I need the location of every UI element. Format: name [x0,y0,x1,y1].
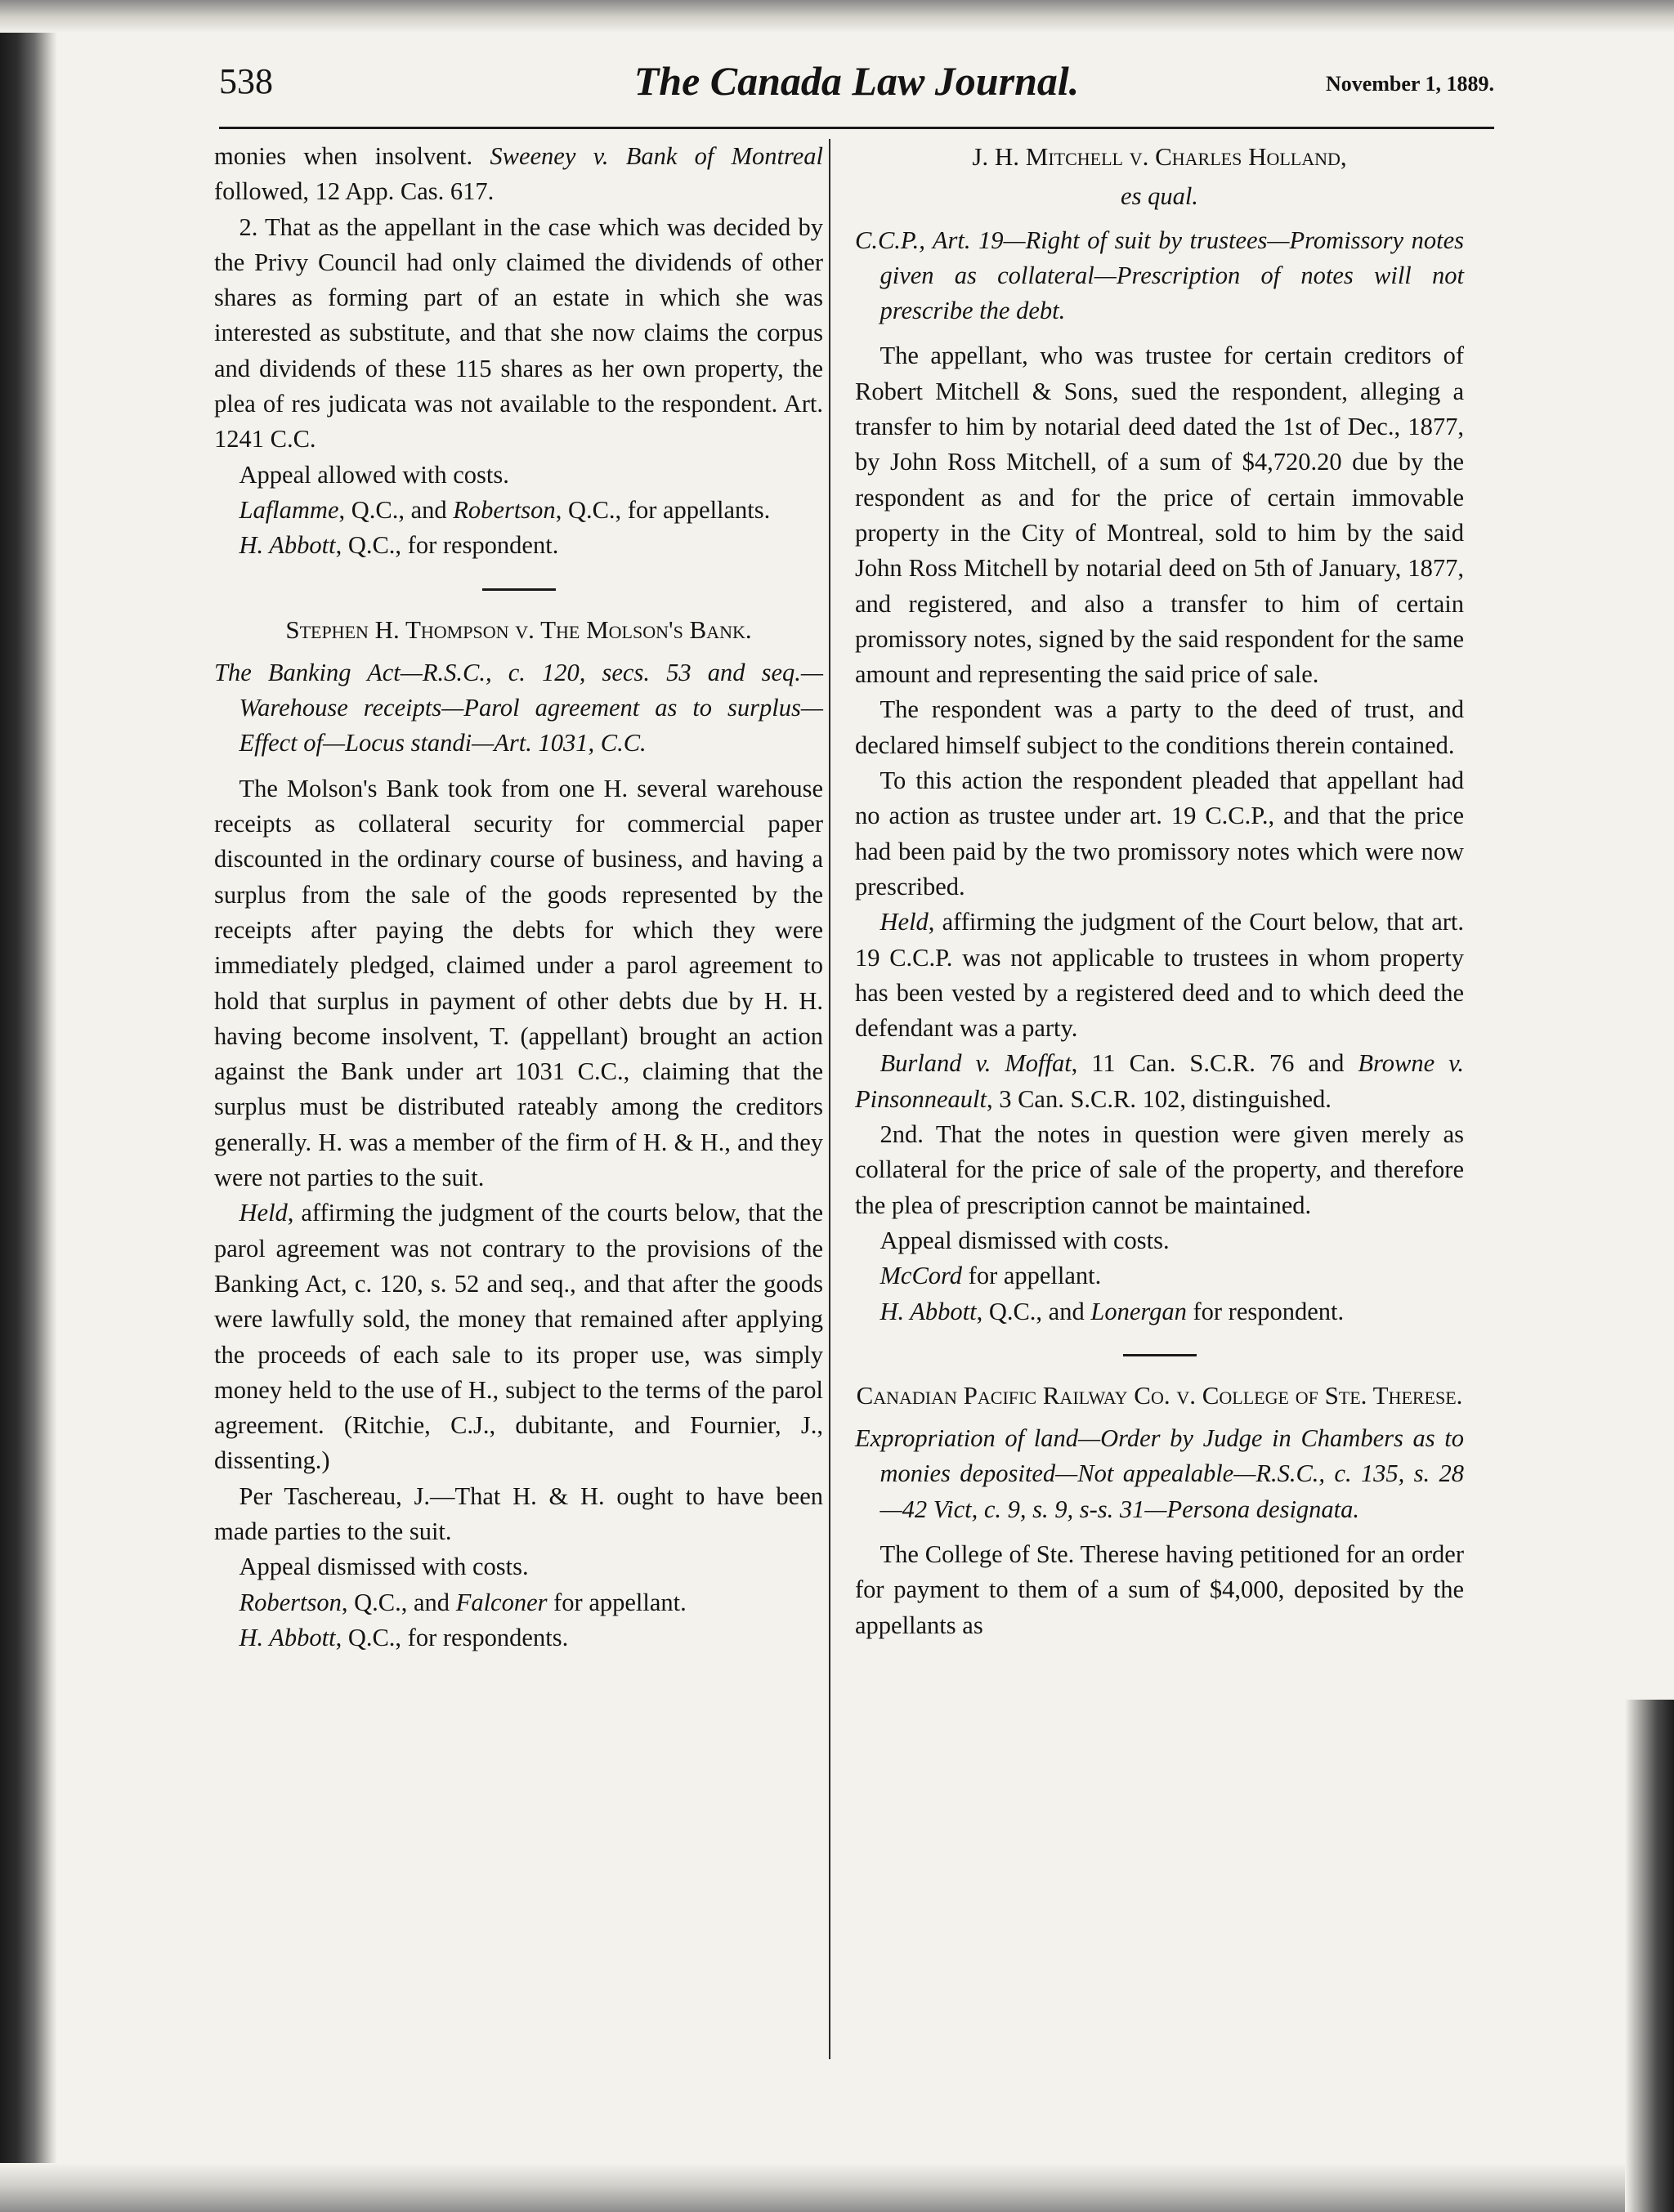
paragraph: The College of Ste. Therese having petitioned for an order for payment to them of a sum of $4,000, deposited by the appellants as [855,1539,1464,1639]
scan-top-edge [0,0,1674,33]
paragraph: Held, affirming the judgment of the courts below, that the parol agreement was not contrary to the provisions of the Banking Act, c. 120, s. 52 and seq., and that after the goods were lawfully sold, the money that remained after applying the proceeds of each sale to its proper use, was simply money held to the use of H., subject to the terms of the parol agreement. (Ritchie, C.J., dubitante, and Fournier, J., dissenting.) [214,1199,823,1475]
counsel-line: H. Abbott, Q.C., for respondent. [239,531,559,560]
paragraph: Burland v. Moffat, 11 Can. S.C.R. 76 and Browne v. Pinsonneault, 3 Can. S.C.R. 102, distinguished. [855,1049,1465,1113]
case-headnote: The Banking Act—R.S.C., c. 120, secs. 53 and seq.—Warehouse receipts—Parol agreement as to surplus—Effect of—Locus standi—Art. 1031, C.C. [214,658,823,757]
header-rule [219,127,1494,129]
counsel-line: McCord for appellant. [880,1262,1102,1290]
section-divider [482,588,556,591]
right-column [855,139,1464,1643]
page-header [219,57,1494,114]
case-title: J. H. Mitchell v. Charles Holland, [972,142,1347,171]
counsel-line: Robertson, Q.C., and Falconer for appellant. [239,1588,687,1616]
case-qualifier: es qual. [1121,182,1198,211]
column-divider [829,139,830,2059]
paragraph: Appeal dismissed with costs. [880,1226,1170,1254]
paragraph: Appeal dismissed with costs. [239,1553,529,1581]
issue-date: November 1, 1889. [1325,72,1494,96]
counsel-line: H. Abbott, Q.C., and Lonergan for respondent. [880,1297,1345,1325]
counsel-line: Laflamme, Q.C., and Robertson, Q.C., for appellants. [239,495,771,524]
scan-left-edge [0,0,57,2212]
paragraph: Held, affirming the judgment of the Court below, that art. 19 C.C.P. was not applicable to trustees in whom property has been vested by a registered deed and to which deed the defendant was a party. [855,908,1464,1043]
counsel-line: H. Abbott, Q.C., for respondents. [239,1623,569,1651]
paragraph: The respondent was a party to the deed of trust, and declared himself subject to the conditions therein contained. [855,695,1464,759]
section-divider [1123,1354,1197,1356]
left-column [214,139,823,1656]
case-title: Stephen H. Thompson v. The Molson's Bank. [285,614,752,644]
scan-right-edge [1625,1700,1674,2212]
paragraph: To this action the respondent pleaded that appellant had no action as trustee under art. 19 C.C.P., and that the price had been paid by the two promissory notes which were now prescribed. [855,766,1464,900]
paragraph: 2nd. That the notes in question were given merely as collateral for the price of sale of the property, and therefore the plea of prescription cannot be maintained. [855,1120,1464,1219]
paragraph: The appellant, who was trustee for certain creditors of Robert Mitchell & Sons, sued the respondent, alleging a transfer to him by notarial deed dated the 1st of Dec., 1877, by John Ross Mitchell, of a sum of $4,720.20 due by the respondent as and for the price of certain immovable property in the City of Montreal, sold to him by the said John Ross Mitchell by notarial deed on 5th of January, 1877, and registered, and also a transfer to him of certain promissory notes, signed by the said respondent for the same amount and representing the said price of sale. [855,342,1464,689]
scan-bottom-edge [0,2163,1674,2212]
paragraph: The Molson's Bank took from one H. several warehouse receipts as collateral security for commercial paper discounted in the ordinary course of business, and having a surplus from the sale of the goods represented by the receipts after paying the debts for which they were immediately pledged, claimed under a parol agreement to hold that surplus in payment of other debts due by H. H. having become insolvent, T. (appellant) brought an action against the Bank under art 1031 C.C., claiming that the surplus must be distributed rateably among the creditors generally. H. was a member of the firm of H. & H., and they were not parties to the suit. [214,774,823,1192]
paragraph: 2. That as the appellant in the case which was decided by the Privy Council had only claimed the dividends of other shares as forming part of an estate in which she was interested as substitute, and that she now claims the corpus and dividends of these 115 shares as her own property, the plea of res judicata was not available to the respondent. Art. 1241 C.C. [214,212,823,454]
paragraph: Per Taschereau, J.—That H. & H. ought to have been made parties to the suit. [214,1481,823,1545]
case-headnote: Expropriation of land—Order by Judge in Chambers as to monies deposited—Not appealable—R.S.C., c. 135, s. 28—42 Vict, c. 9, s. 9, s-s. 31—Persona designata. [855,1424,1464,1523]
paragraph: monies when insolvent. Sweeney v. Bank of Montreal followed, 12 App. Cas. 617. [214,142,823,206]
page-number: 538 [219,61,273,101]
case-headnote: C.C.P., Art. 19—Right of suit by trustees—Promissory notes given as collateral—Prescription of notes will not prescribe the debt. [855,226,1464,325]
case-title: Canadian Pacific Railway Co. v. College of Ste. Therese. [856,1380,1463,1410]
paragraph: Appeal allowed with costs. [239,460,509,489]
journal-title: The Canada Law Journal. [633,58,1080,104]
